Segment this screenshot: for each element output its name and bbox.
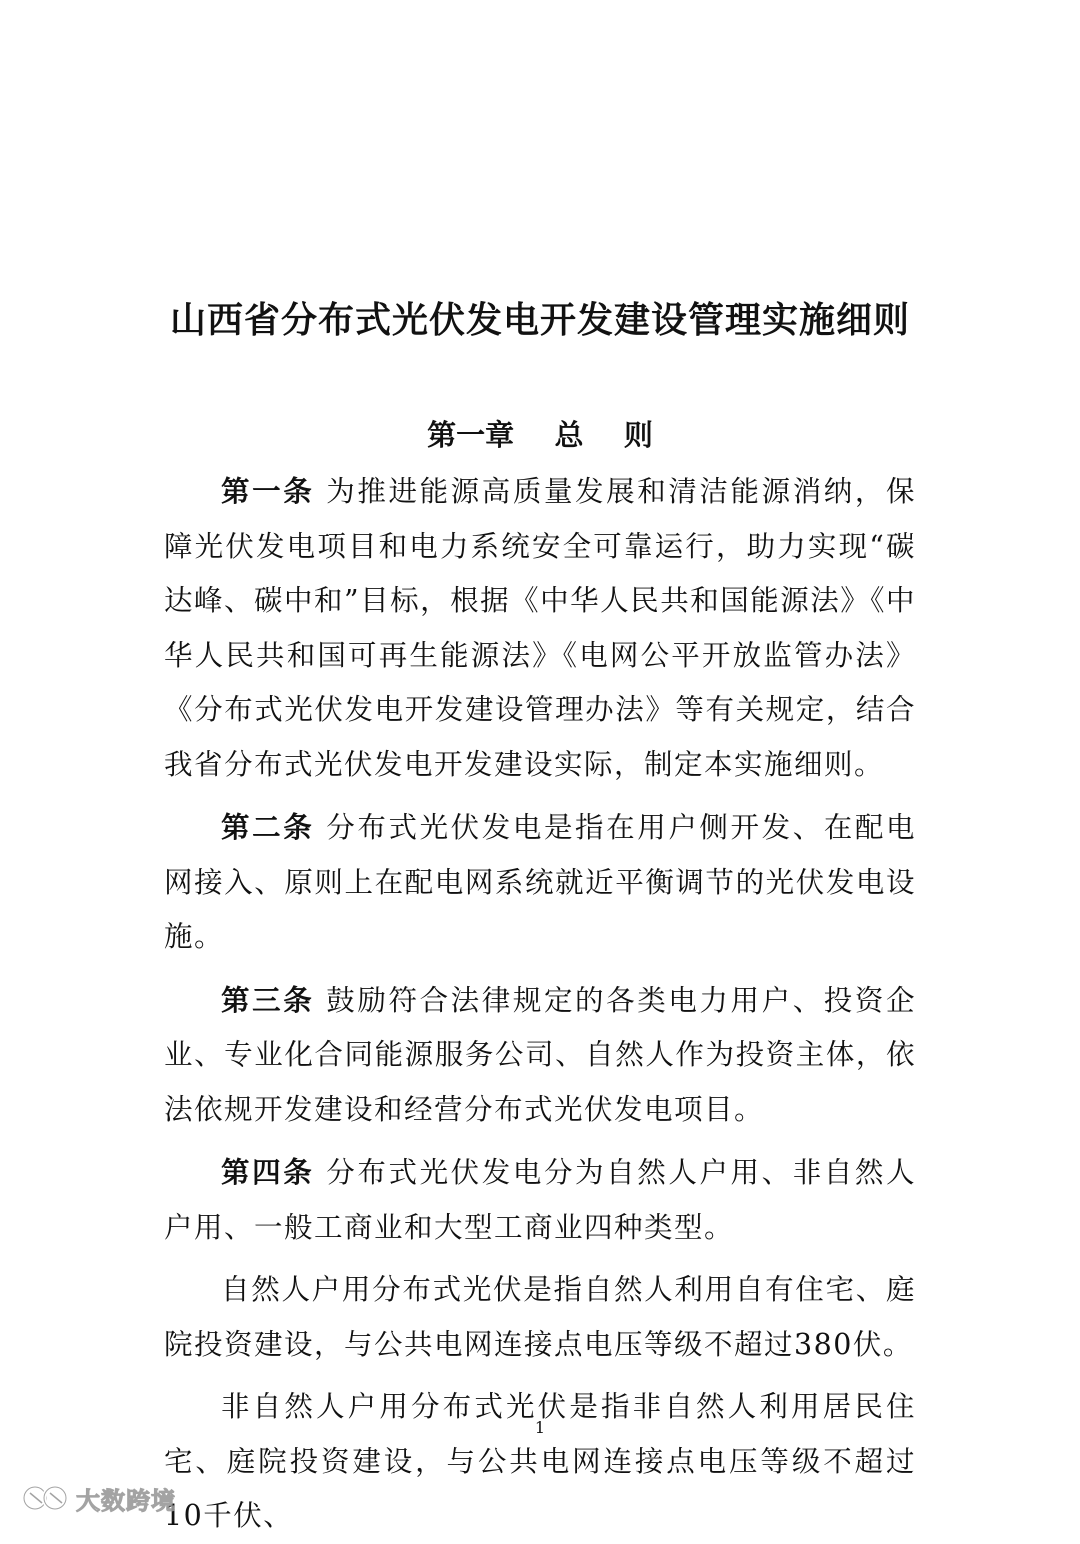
article-paragraph: [164, 1145, 916, 1255]
document-body: [164, 464, 916, 1544]
article-paragraph: [164, 464, 916, 792]
body-paragraph: [164, 1380, 916, 1544]
article-label: 第二条: [221, 810, 315, 844]
article-label: 第一条: [221, 474, 315, 508]
chapter-heading: 第一章 总 则: [427, 418, 653, 452]
page-number: 1: [534, 1418, 546, 1437]
document-title: 山西省分布式光伏发电开发建设管理实施细则: [169, 299, 910, 341]
article-paragraph: [164, 973, 916, 1138]
article-text: 分布式光伏发电是指在用户侧开发、在配电网接入、原则上在配电网系统就近平衡调节的光伏发电设施。: [164, 811, 916, 953]
article-paragraph: [164, 800, 916, 965]
article-text: 为推进能源高质量发展和清洁能源消纳，保障光伏发电项目和电力系统安全可靠运行，助力实现“碳达峰、碳中和”目标，根据《中华人民共和国能源法》《中华人民共和国可再生能源法》《电网公平开放监管办法》《分布式光伏发电开发建设管理办法》等有关规定，结合我省分布式光伏发电开发建设实际，制定本实施细则。: [164, 475, 916, 781]
watermark-text: 大数跨境: [76, 1486, 176, 1515]
article-label: 第三条: [221, 982, 315, 1017]
paragraph-text: 自然人户用分布式光伏是指自然人利用自有住宅、庭院投资建设，与公共电网连接点电压等级不超过380伏。: [164, 1273, 916, 1361]
article-text: 分布式光伏发电分为自然人户用、非自然人户用、一般工商业和大型工商业四种类型。: [164, 1156, 916, 1244]
brand-logo-icon: [22, 1482, 72, 1514]
article-label: 第四条: [221, 1155, 315, 1189]
watermark: [22, 1480, 176, 1516]
article-text: 鼓励符合法律规定的各类电力用户、投资企业、专业化合同能源服务公司、自然人作为投资主体，依法依规开发建设和经营分布式光伏发电项目。: [164, 983, 916, 1126]
body-paragraph: [164, 1263, 916, 1372]
paragraph-text: 非自然人户用分布式光伏是指非自然人利用居民住宅、庭院投资建设，与公共电网连接点电压等级不超过10千伏、: [164, 1390, 916, 1532]
